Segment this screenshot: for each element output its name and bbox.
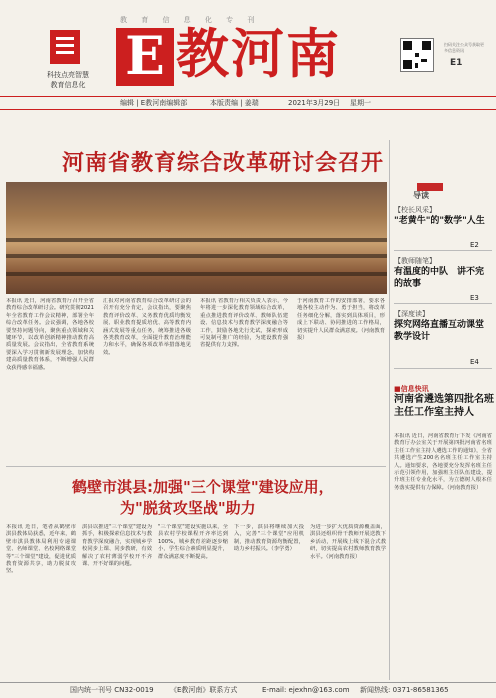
- sidebar-item-page: E3: [470, 294, 479, 302]
- sidebar-item-page: E2: [470, 241, 479, 249]
- footer-tel: 新闻热线: 0371-86581365: [360, 686, 449, 694]
- section-topline: 教 育 信 息 化 专 刊: [120, 16, 261, 24]
- news-flash-tag: ■信息快讯: [394, 385, 429, 393]
- sidebar-item-title[interactable]: 有温度的中队 讲不完的故事: [394, 267, 485, 289]
- column-divider: [389, 140, 390, 680]
- footer-pub-no: 国内统一刊号 CN32-0019: [70, 686, 154, 694]
- dateline-proof: 本版责编 | 姜瑞: [210, 99, 259, 107]
- sidebar-item-title[interactable]: "老黄牛"的"数学"人生: [394, 216, 485, 226]
- sponsor-line-2: 教育信息化: [50, 81, 86, 89]
- sidebar-divider: [394, 250, 492, 251]
- second-headline-line-2: 为"脱贫攻坚战"助力: [120, 499, 256, 517]
- guide-label: 导读: [413, 191, 429, 200]
- second-story-col-3: "三个课堂"建设实施以来，全县农村学校课程开齐率达到100%，城乡教育差距逐步缩小，学生综合素质明显提升，群众满意度不断提高。: [158, 524, 228, 560]
- main-headline: 河南省教育综合改革研讨会召开: [62, 151, 385, 176]
- main-story-col-4: 于河南教育工作的安排部署，要求各地各校主动作为、勇于担当，将改革任务细化分解，落实到具体项目，形成上下联动、协同推进的工作格局，切实提升人民群众满意度。（河南教育报）: [297, 298, 385, 342]
- sidebar-divider: [394, 303, 492, 304]
- qr-code-icon[interactable]: [400, 38, 434, 72]
- sidebar-item-page: E4: [470, 358, 479, 366]
- second-story-col-1: 本报讯 近日，笔者从鹤壁市淇县教体局获悉，近年来，鹤壁市淇县教体局利用专递课堂、名师课堂、名校网络课堂等"三个课堂"建设，促进优质教育资源共享，助力脱贫攻坚。: [6, 524, 76, 575]
- second-story-col-4: 下一步，淇县将继续加大投入，完善"三个课堂"应用机制，推动教育资源均衡配置，助力乡村振兴。（李学勇）: [234, 524, 304, 553]
- page-number: E1: [450, 58, 463, 68]
- news-flash-body: 本报讯 近日，河南省教育厅下发《河南省教育厅办公室关于开展第四批河南省名班主任工作室主持人遴选工作的通知》，全省共遴选产生200名名班主任工作室主持人。通知要求，各地要充分发挥名班主任示范引领作用，加强班主任队伍建设，提升班主任专业化水平，为立德树人根本任务落实提供有力保障。（河南教育报）: [394, 433, 492, 491]
- sidebar-item-kicker: 【教师随笔】: [394, 257, 436, 265]
- sidebar-item-kicker: 【校长风采】: [394, 206, 436, 214]
- main-story-col-2: 汇报对河南省教育综合改革研讨会的召开有充分肯定，会议指出，要聚焦教育评价改革、义务教育优质均衡发展、职业教育提质培优、高等教育内涵式发展等重点任务，统筹推进各级各类教育改革，全面提升教育治理能力和水平，确保各项改革举措落地见效。: [103, 298, 191, 356]
- second-story-col-2: 淇县以推进"三个课堂"建设为抓手，积极探索信息技术与教育教学深度融合，实现城乡学校同步上课、同步教研，有效解决了农村薄弱学校开不齐课、开不好课的问题。: [82, 524, 152, 568]
- sidebar-divider: [394, 368, 492, 369]
- main-story-col-3: 本报讯 省教育厅相关负责人表示，今年将进一步深化教育领域综合改革，重点推进教育评价改革、教师队伍建设、信息技术与教育教学深度融合等工作，鼓励各地先行先试，探索形成可复制可推广的经验，为建设教育强省提供有力支撑。: [200, 298, 288, 349]
- dateline-date: 2021年3月29日: [288, 99, 341, 107]
- page-footer: [0, 682, 496, 698]
- dateline-weekday: 星期一: [350, 99, 371, 107]
- second-headline-line-1: 鹤壁市淇县:加强"三个课堂"建设应用，: [72, 478, 334, 496]
- second-story-col-5: 为进一步扩大优质资源覆盖面，淇县还组织骨干教师开展送教下乡活动，开展线上线下混合式教研，切实提高农村教师教育教学水平。（河南教育报）: [310, 524, 386, 560]
- conference-photo: [6, 182, 387, 294]
- footer-edition: 《E教河南》联系方式: [170, 686, 238, 694]
- masthead-title: 教河南: [176, 24, 341, 85]
- dateline-editor: 编辑 | E教河南编辑部: [120, 99, 188, 107]
- main-story-col-1: 本报讯 近日，河南省教育厅召开全省教育综合改革研讨会。研究贯彻2021年全省教育工作会议精神，部署全年综合改革任务。会议强调，各地各校要坚持问题导向，聚焦重点领域和关键环节，以改革创新精神推动教育高质量发展。会议指出，全省教育系统要深入学习贯彻新发展理念，加快构建高质量教育体系，不断增强人民群众获得感幸福感。: [6, 298, 94, 371]
- sponsor-logo-icon: [50, 30, 80, 64]
- qr-caption: 扫码关注公众号获取更多信息资讯: [444, 42, 484, 53]
- story-divider: [6, 466, 386, 467]
- sponsor-text: [38, 70, 98, 90]
- sidebar-item-kicker: 【深度读】: [394, 310, 429, 318]
- masthead-e-logo: E: [116, 28, 174, 86]
- footer-email[interactable]: E-mail: ejexhn@163.com: [262, 686, 350, 694]
- news-flash-title: 河南省遴选第四批名班主任工作室主持人: [394, 394, 494, 418]
- dateline-bar: [0, 96, 496, 110]
- sponsor-line-1: 科技点亮智慧: [47, 71, 89, 79]
- sidebar-item-title[interactable]: 探究网络直播互动课堂教学设计: [394, 320, 485, 342]
